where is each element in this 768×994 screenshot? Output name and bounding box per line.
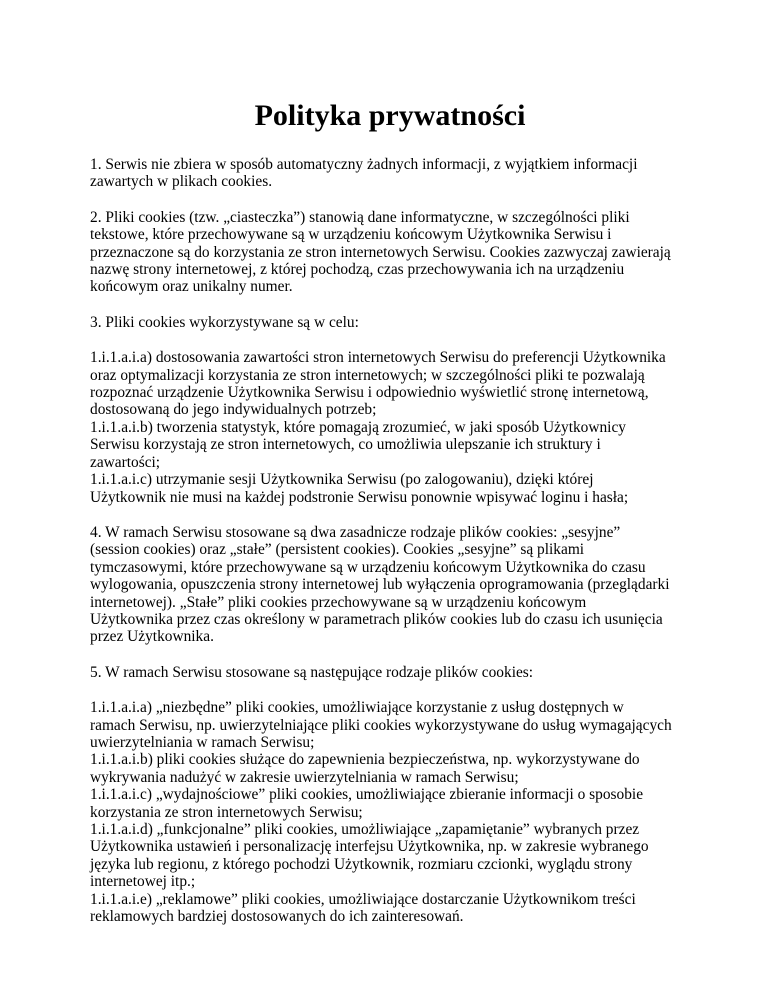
text-line: (session cookies) oraz „stałe” (persistent cookies). Cookies „sesyjne” są plikami [90, 541, 585, 559]
text-line: tymczasowymi, które przechowywane są w urządzeniu końcowym Użytkownika do czasu [90, 558, 646, 576]
paragraph-7 [90, 699, 690, 925]
text-line: 3. Pliki cookies wykorzystywane są w celu: [90, 313, 359, 331]
text-line: przeznaczone są do korzystania ze stron internetowych Serwisu. Cookies zazwyczaj zawierają [90, 243, 671, 261]
text-line: oraz optymalizacji korzystania ze stron internetowych; w szczególności pliki te pozwalają [90, 366, 645, 384]
text-line: 1. Serwis nie zbiera w sposób automatyczny żadnych informacji, z wyjątkiem informacji [90, 156, 638, 173]
text-line: 1.i.1.a.i.c) „wydajnościowe” pliki cookies, umożliwiające zbieranie informacji o sposobie [90, 786, 644, 804]
paragraph-5 [90, 524, 690, 646]
text-line: 5. W ramach Serwisu stosowane są następujące rodzaje plików cookies: [90, 663, 534, 681]
text-line: przez Użytkownika. [90, 628, 214, 646]
text-line: 4. W ramach Serwisu stosowane są dwa zasadnicze rodzaje plików cookies: „sesyjne” [90, 523, 621, 541]
text-line: 1.i.1.a.i.a) „niezbędne” pliki cookies, umożliwiające korzystanie z usług dostępnych w [90, 699, 624, 717]
text-line: reklamowych bardziej dostosowanych do ich zainteresowań. [90, 908, 464, 926]
text-line: dostosowaną do jego indywidualnych potrzeb; [90, 401, 377, 419]
text-line: końcowym oraz unikalny numer. [90, 278, 293, 296]
text-line: Użytkownik nie musi na każdej podstronie Serwisu ponownie wpisywać loginu i hasła; [90, 488, 629, 506]
text-line: 1.i.1.a.i.a) dostosowania zawartości stron internetowych Serwisu do preferencji Użytkownika [90, 349, 666, 367]
text-line: zawartych w plikach cookies. [90, 173, 273, 191]
page-title: Polityka prywatności [254, 99, 526, 132]
text-line: wykrywania nadużyć w zakresie uwierzytelniania w ramach Serwisu; [90, 768, 519, 786]
paragraph-6 [90, 664, 690, 681]
text-line: internetowej itp.; [90, 873, 196, 891]
paragraph-2 [90, 209, 690, 296]
text-line: nazwę strony internetowej, z której pochodzą, czas przechowywania ich na urządzeniu [90, 261, 625, 279]
paragraph-1 [90, 156, 690, 191]
text-line: 1.i.1.a.i.c) utrzymanie sesji Użytkownika Serwisu (po zalogowaniu), dzięki której [90, 471, 594, 489]
text-line: 1.i.1.a.i.b) pliki cookies służące do zapewnienia bezpieczeństwa, np. wykorzystywane do [90, 751, 640, 769]
text-line: Użytkownika ustawień i personalizację interfejsu Użytkownika, np. w zakresie wybranego [90, 838, 649, 856]
text-line: 2. Pliki cookies (tzw. „ciasteczka”) stanowią dane informatyczne, w szczególności pliki [90, 208, 630, 226]
text-line: wylogowania, opuszczenia strony internetowej lub wyłączenia oprogramowania (przeglądarki [90, 576, 670, 594]
text-line: uwierzytelniania w ramach Serwisu; [90, 733, 315, 751]
text-line: tekstowe, które przechowywane są w urządzeniu końcowym Użytkownika Serwisu i [90, 226, 612, 244]
text-line: korzystania ze stron internetowych Serwisu; [90, 803, 363, 821]
text-line: ramach Serwisu, np. uwierzytelniające pliki cookies wykorzystywane do usług wymagających [90, 716, 672, 734]
text-line: Użytkownika przez czas określony w parametrach plików cookies lub do czasu ich usunięcia [90, 610, 663, 628]
paragraph-4 [90, 349, 690, 506]
text-line: internetowej). „Stałe” pliki cookies przechowywane są w urządzeniu końcowym [90, 593, 587, 611]
text-line: 1.i.1.a.i.b) tworzenia statystyk, które pomagają zrozumieć, w jaki sposób Użytkownicy [90, 418, 626, 436]
text-line: rozpoznać urządzenie Użytkownika Serwisu i odpowiednio wyświetlić stronę internetową, [90, 384, 649, 402]
document-page [90, 98, 690, 943]
document-body [90, 156, 690, 925]
text-line: 1.i.1.a.i.d) „funkcjonalne” pliki cookies, umożliwiające „zapamiętanie” wybranych przez [90, 821, 640, 838]
text-line: Serwisu korzystają ze stron internetowych, co umożliwia ulepszanie ich struktury i [90, 436, 601, 454]
text-line: języka lub regionu, z którego pochodzi Użytkownik, rozmiaru czcionki, wyglądu strony [90, 855, 633, 873]
paragraph-3 [90, 314, 690, 331]
text-line: zawartości; [90, 453, 161, 471]
text-line: 1.i.1.a.i.e) „reklamowe” pliki cookies, umożliwiające dostarczanie Użytkownikom treści [90, 890, 636, 908]
